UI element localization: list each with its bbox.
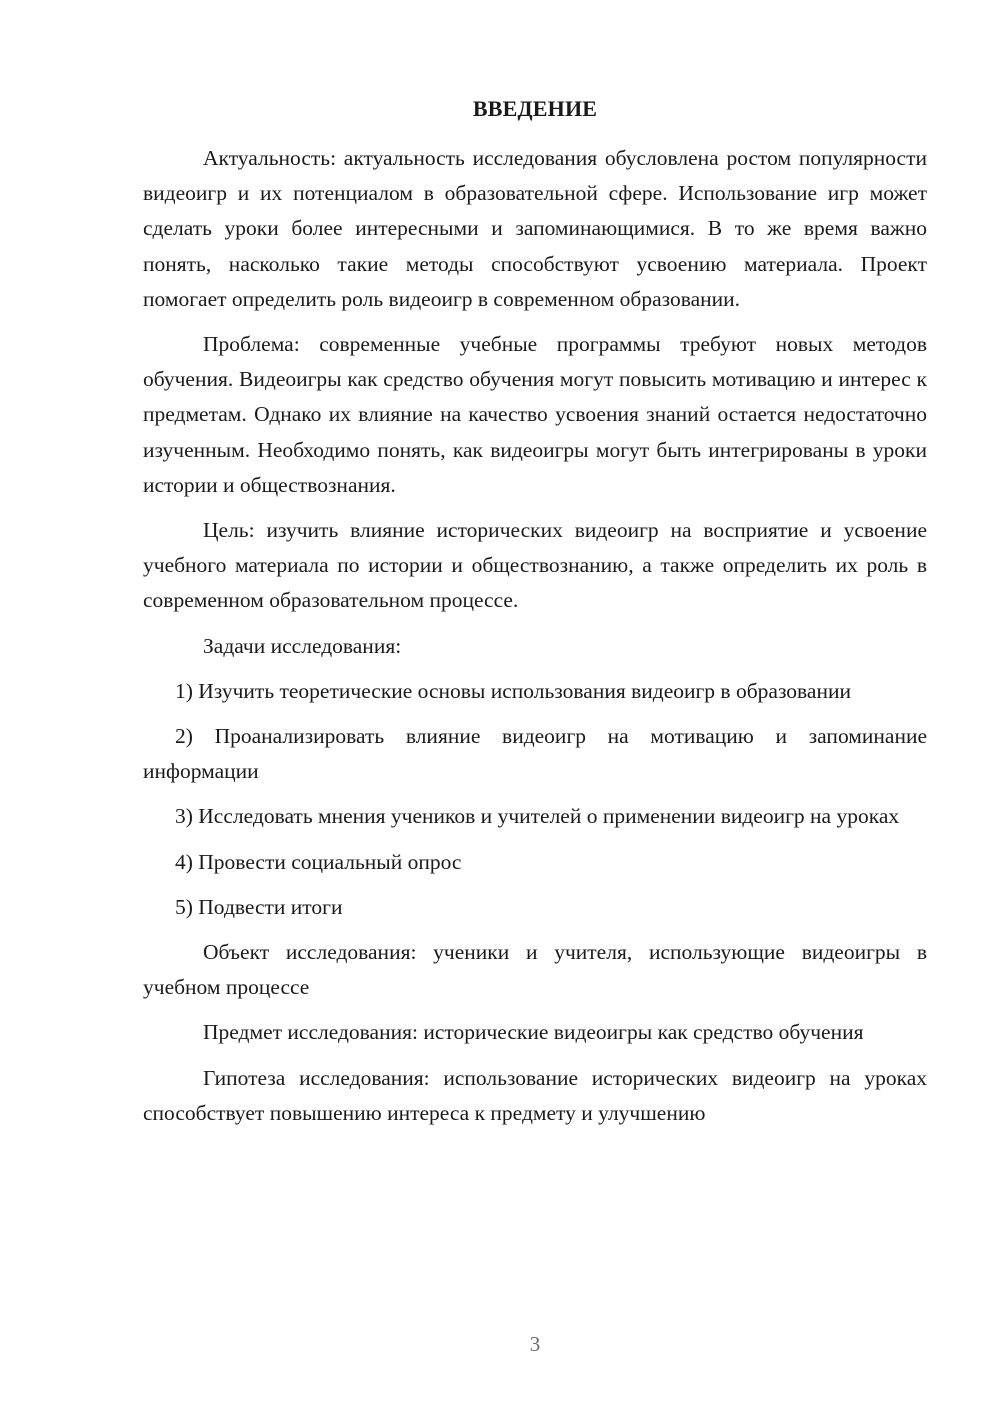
task-item: 1) Изучить теоретические основы использования видеоигр в образовании (175, 678, 851, 703)
page-number: 3 (529, 1332, 541, 1356)
problem-paragraph: Проблема: современные учебные программы требуют новых методов обучения. Видеоигры как средство обучения могут повысить мотивацию и интерес к предметам. Однако их влияние на качество усвоения знаний остается недостаточно изученным. Необходимо понять, как видеоигры могут быть интегрированы в уроки истории и обществознания. (143, 332, 927, 497)
relevance-paragraph: Актуальность: актуальность исследования обусловлена ростом популярности видеоигр и их потенциалом в образовательной сфере. Использование игр может сделать уроки более интересными и запоминающимися. В то же время важно понять, насколько такие методы способствуют усвоению материала. Проект помогает определить роль видеоигр в современном образовании. (143, 146, 927, 311)
task-item: 5) Подвести итоги (175, 894, 343, 919)
task-item: 2) Проанализировать влияние видеоигр на мотивацию и запоминание информации (143, 724, 927, 784)
document-body (143, 141, 927, 1141)
tasks-title: Задачи исследования: (203, 633, 402, 658)
task-item: 4) Провести социальный опрос (175, 849, 462, 874)
object-paragraph: Объект исследования: ученики и учителя, использующие видеоигры в учебном процессе (143, 940, 927, 1000)
task-item: 3) Исследовать мнения учеников и учителей о применении видеоигр на уроках (175, 804, 900, 829)
hypothesis-paragraph: Гипотеза исследования: использование исторических видеоигр на уроках способствует повышению интереса к предмету и улучшению (143, 1065, 927, 1125)
goal-paragraph: Цель: изучить влияние исторических видеоигр на восприятие и усвоение учебного материала по истории и обществознанию, а также определить их роль в современном образовательном процессе. (143, 518, 927, 613)
subject-paragraph: Предмет исследования: исторические видеоигры как средство обучения (203, 1020, 864, 1045)
page-title: ВВЕДЕНИЕ (472, 96, 598, 121)
